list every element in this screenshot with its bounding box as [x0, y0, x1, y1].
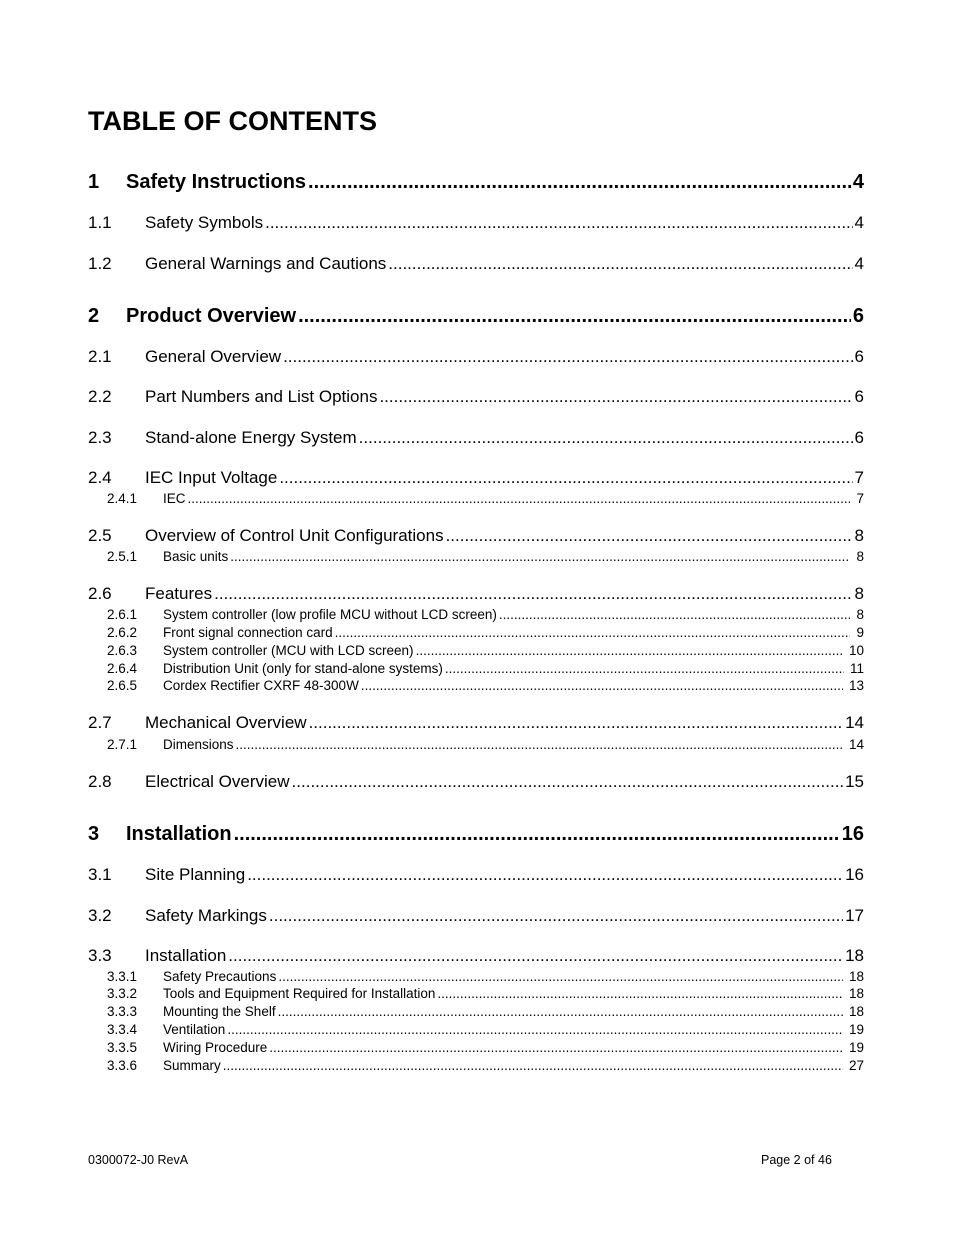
toc-entry-page: 19 — [848, 1040, 864, 1055]
toc-entry-page: 8 — [854, 584, 864, 603]
toc-entry-page: 18 — [845, 946, 864, 965]
toc-entry-title: General Overview — [145, 347, 282, 366]
toc-entry-title: Mounting the Shelf — [163, 1004, 276, 1019]
toc-entry[interactable] — [88, 945, 864, 967]
toc-entry[interactable] — [88, 712, 864, 734]
toc-entry-number: 3.3.5 — [107, 1040, 138, 1055]
toc-entry[interactable] — [88, 1021, 864, 1039]
toc-entry-number: 2.1 — [88, 347, 112, 366]
toc-entry-number: 3.3.6 — [107, 1058, 138, 1073]
toc-leader-dots — [283, 346, 852, 368]
toc-entry[interactable] — [88, 968, 864, 986]
toc-entry-number: 2.5.1 — [107, 549, 138, 564]
toc-entry-title: Summary — [163, 1058, 221, 1073]
toc-entry-number: 2.3 — [88, 428, 112, 447]
toc-entry-page: 17 — [845, 906, 864, 925]
toc-entry-title: IEC — [163, 491, 186, 506]
toc-entry-page: 4 — [854, 254, 864, 273]
toc-leader-dots — [499, 606, 851, 624]
toc-entry-title: Dimensions — [163, 737, 234, 752]
toc-entry-number: 3.1 — [88, 865, 112, 884]
toc-leader-dots — [228, 945, 843, 967]
toc-entry-number: 3.2 — [88, 906, 112, 925]
toc-entry[interactable] — [88, 386, 864, 408]
toc-leader-dots — [359, 427, 853, 449]
toc-entry-number: 2.6 — [88, 584, 112, 603]
toc-leader-dots — [214, 583, 852, 605]
toc-leader-dots — [247, 864, 843, 886]
toc-entry[interactable] — [88, 1003, 864, 1021]
toc-entry-number: 2.6.1 — [107, 607, 138, 622]
toc-entry[interactable] — [88, 169, 864, 195]
toc-entry-number: 2.5 — [88, 526, 112, 545]
toc-entry-page: 14 — [848, 737, 864, 752]
toc-entry-title: Installation — [126, 823, 232, 845]
toc-entry-page: 16 — [841, 823, 864, 845]
toc-entry-page: 18 — [848, 986, 864, 1001]
toc-leader-dots — [437, 985, 843, 1003]
toc-entry[interactable] — [88, 606, 864, 624]
toc-entry[interactable] — [88, 864, 864, 886]
toc-entry-page: 6 — [854, 347, 864, 366]
toc-entry-page: 8 — [856, 607, 864, 622]
toc-entry-page: 6 — [852, 305, 864, 327]
toc-entry-page: 10 — [848, 643, 864, 658]
toc-entry-title: Front signal connection card — [163, 625, 333, 640]
toc-entry-number: 2.6.2 — [107, 625, 138, 640]
toc-entry-page: 6 — [854, 387, 864, 406]
toc-entry-page: 8 — [856, 549, 864, 564]
toc-leader-dots — [269, 1039, 843, 1057]
toc-entry-number: 3 — [88, 823, 100, 845]
toc-entry-title: Installation — [145, 946, 227, 965]
toc-entry[interactable] — [88, 490, 864, 508]
toc-entry-page: 13 — [848, 678, 864, 693]
toc-entry[interactable] — [88, 771, 864, 793]
toc-entry[interactable] — [88, 303, 864, 329]
toc-entry-number: 2 — [88, 305, 100, 327]
toc-entry-number: 2.2 — [88, 387, 112, 406]
toc-leader-dots — [227, 1021, 843, 1039]
toc-entry-title: Safety Instructions — [126, 171, 307, 193]
toc-leader-dots — [236, 736, 843, 754]
toc-entry-number: 2.4.1 — [107, 491, 138, 506]
page-title: TABLE OF CONTENTS — [88, 106, 377, 136]
toc-leader-dots — [298, 303, 851, 329]
toc-entry-page: 6 — [854, 428, 864, 447]
toc-entry[interactable] — [88, 548, 864, 566]
toc-entry[interactable] — [88, 525, 864, 547]
toc-entry-title: System controller (MCU with LCD screen) — [163, 643, 414, 658]
toc-leader-dots — [223, 1057, 843, 1075]
toc-entry-title: Safety Symbols — [145, 213, 264, 232]
toc-entry[interactable] — [88, 467, 864, 489]
toc-entry-title: Tools and Equipment Required for Installation — [163, 986, 436, 1001]
toc-entry[interactable] — [88, 1039, 864, 1057]
toc-entry-page: 4 — [852, 171, 864, 193]
toc-leader-dots — [188, 490, 851, 508]
toc-leader-dots — [445, 660, 844, 678]
toc-entry-title: Part Numbers and List Options — [145, 387, 378, 406]
toc-entry-number: 2.7 — [88, 713, 112, 732]
toc-entry-title: Distribution Unit (only for stand-alone systems) — [163, 661, 443, 676]
toc-leader-dots — [361, 677, 843, 695]
footer-page-label: Page 2 of 46 — [761, 1153, 832, 1167]
toc-entry-number: 3.3 — [88, 946, 112, 965]
toc-entry-number: 3.3.4 — [107, 1022, 138, 1037]
toc-leader-dots — [446, 525, 853, 547]
toc-entry-page: 7 — [854, 468, 864, 487]
toc-entry-title: Features — [145, 584, 213, 603]
toc-entry-page: 15 — [845, 772, 864, 791]
toc-entry[interactable] — [88, 736, 864, 754]
toc-leader-dots — [309, 712, 844, 734]
toc-entry-title: Ventilation — [163, 1022, 226, 1037]
toc-entry-number: 1.1 — [88, 213, 112, 232]
toc-entry-title: Overview of Control Unit Configurations — [145, 526, 444, 545]
toc-entry[interactable] — [88, 642, 864, 660]
toc-entry[interactable] — [88, 985, 864, 1003]
toc-entry-number: 2.7.1 — [107, 737, 138, 752]
toc-entry-title: General Warnings and Cautions — [145, 254, 387, 273]
toc-entry-number: 1.2 — [88, 254, 112, 273]
toc-entry-title: Site Planning — [145, 865, 246, 884]
toc-entry[interactable] — [88, 346, 864, 368]
toc-entry-page: 8 — [854, 526, 864, 545]
toc-entry-title: Safety Markings — [145, 906, 267, 925]
toc-entry-title: Product Overview — [126, 305, 297, 327]
toc-entry-number: 2.6.5 — [107, 678, 138, 693]
toc-leader-dots — [234, 821, 840, 847]
toc-entry-number: 2.4 — [88, 468, 112, 487]
toc-entry-page: 9 — [856, 625, 864, 640]
toc-leader-dots — [269, 905, 843, 927]
toc-entry-page: 7 — [856, 491, 864, 506]
toc-entry-title: IEC Input Voltage — [145, 468, 278, 487]
toc-entry-number: 2.6.4 — [107, 661, 138, 676]
toc-leader-dots — [265, 212, 852, 234]
toc-entry[interactable] — [88, 677, 864, 695]
toc-entry[interactable] — [88, 253, 864, 275]
toc-leader-dots — [230, 548, 850, 566]
toc-leader-dots — [388, 253, 852, 275]
toc-entry-page: 18 — [848, 969, 864, 984]
toc-entry-number: 3.3.3 — [107, 1004, 138, 1019]
toc-leader-dots — [278, 968, 843, 986]
toc-entry[interactable] — [88, 212, 864, 234]
toc-entry-page: 11 — [849, 661, 864, 676]
toc-entry-title: Cordex Rectifier CXRF 48-300W — [163, 678, 359, 693]
toc-leader-dots — [379, 386, 852, 408]
toc-entry-page: 18 — [848, 1004, 864, 1019]
toc-leader-dots — [308, 169, 851, 195]
toc-entry-title: Stand-alone Energy System — [145, 428, 357, 447]
toc-entry-page: 19 — [848, 1022, 864, 1037]
toc-entry-title: Basic units — [163, 549, 229, 564]
toc-leader-dots — [278, 1003, 843, 1021]
toc-leader-dots — [279, 467, 852, 489]
toc-entry-number: 2.6.3 — [107, 643, 138, 658]
toc-entry-page: 27 — [848, 1058, 864, 1073]
toc-entry[interactable] — [88, 905, 864, 927]
toc-entry-title: Electrical Overview — [145, 772, 290, 791]
toc-entry-number: 3.3.1 — [107, 969, 138, 984]
toc-entry-title: System controller (low profile MCU without LCD screen) — [163, 607, 497, 622]
toc-entry-number: 1 — [88, 171, 100, 193]
toc-leader-dots — [335, 624, 851, 642]
toc-entry-title: Wiring Procedure — [163, 1040, 268, 1055]
footer-doc-id: 0300072-J0 RevA — [88, 1153, 189, 1167]
toc-entry-title: Mechanical Overview — [145, 713, 307, 732]
toc-entry[interactable] — [88, 1057, 864, 1075]
toc-entry[interactable] — [88, 624, 864, 642]
toc-entry[interactable] — [88, 583, 864, 605]
toc-leader-dots — [416, 642, 843, 660]
toc-entry-page: 14 — [845, 713, 864, 732]
toc-entry-title: Safety Precautions — [163, 969, 277, 984]
toc-leader-dots — [292, 771, 844, 793]
toc-entry[interactable] — [88, 427, 864, 449]
toc-entry-number: 2.8 — [88, 772, 112, 791]
toc-entry[interactable] — [88, 821, 864, 847]
toc-entry-number: 3.3.2 — [107, 986, 138, 1001]
toc-entry-page: 4 — [854, 213, 864, 232]
toc-entry[interactable] — [88, 660, 864, 678]
toc-entry-page: 16 — [845, 865, 864, 884]
